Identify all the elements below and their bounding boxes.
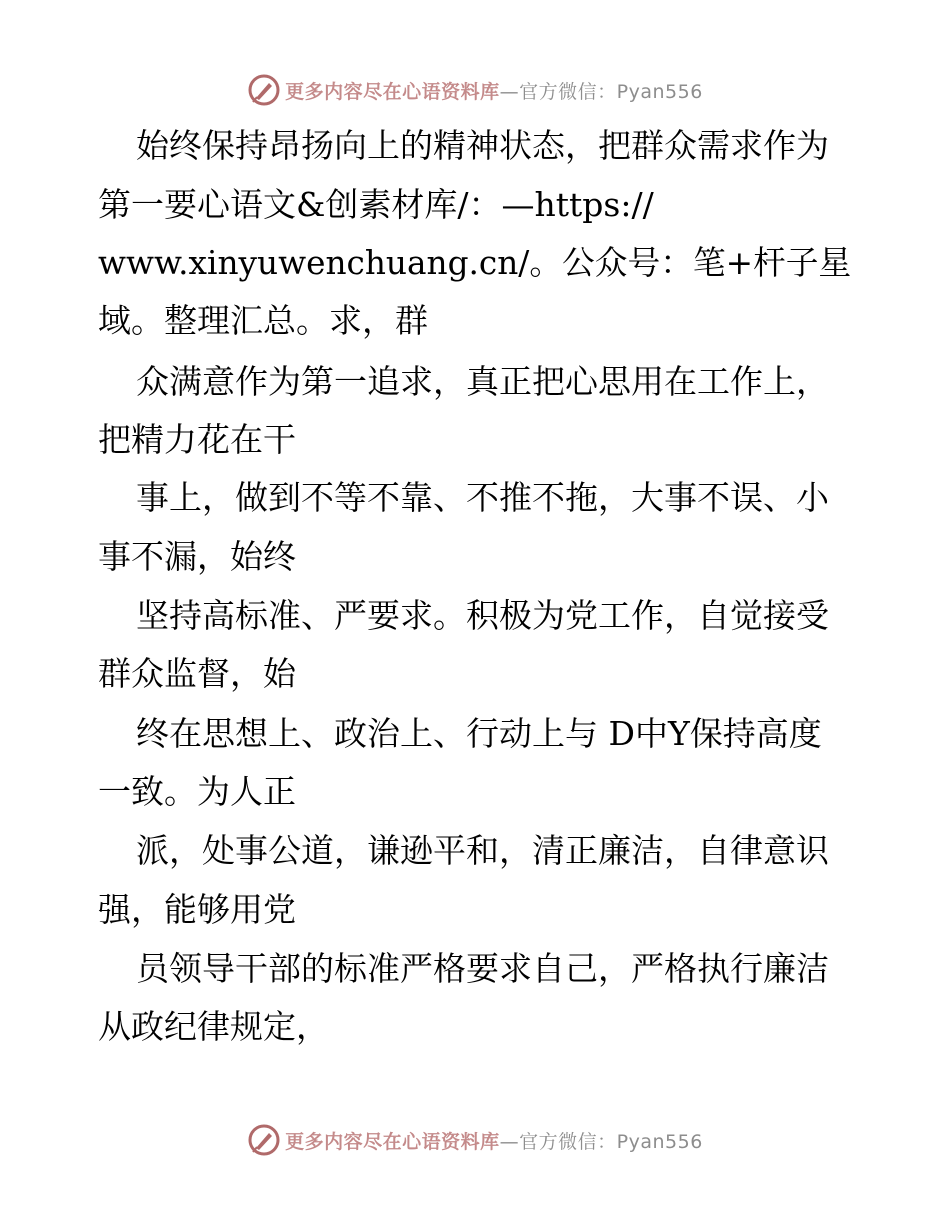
- text-line: 把精力花在干: [98, 420, 296, 459]
- text-line: 坚持高标准、严要求。积极为党工作，自觉接受: [136, 596, 829, 635]
- text-line: 员领导干部的标准严格要求自己，严格执行廉洁: [136, 949, 829, 988]
- text-line: 群众监督，始: [98, 654, 296, 693]
- text-line: 众满意作为第一追求，真正把心思用在工作上，: [136, 362, 829, 401]
- banner-wechat-text: —官方微信：Pyan556: [499, 1130, 703, 1153]
- banner-main-text: 更多内容尽在心语资料库: [285, 1130, 500, 1153]
- text-line: 第一要心语文&创素材库/：—https://: [98, 185, 654, 224]
- text-line: 一致。为人正: [98, 772, 296, 811]
- text-line: 从政纪律规定，: [98, 1007, 329, 1046]
- text-line: 事不漏，始终: [98, 537, 296, 576]
- header-banner: [0, 70, 950, 110]
- banner-main-text: 更多内容尽在心语资料库: [285, 80, 500, 103]
- text-line: 域。整理汇总。求，群: [98, 301, 428, 340]
- banner-wechat-text: —官方微信：Pyan556: [499, 80, 703, 103]
- footer-banner: [0, 1120, 950, 1160]
- quill-logo-icon: [247, 1123, 281, 1157]
- text-line: 终在思想上、政治上、行动上与 D中Y保持高度: [136, 714, 822, 753]
- text-line: www.xinyuwenchuang.cn/。公众号：笔+杆子星: [98, 244, 852, 282]
- text-line: 始终保持昂扬向上的精神状态，把群众需求作为: [136, 126, 829, 165]
- quill-logo-icon: [247, 73, 281, 107]
- text-line: 派，处事公道，谦逊平和，清正廉洁，自律意识: [136, 831, 829, 870]
- text-line: 强，能够用党: [98, 890, 296, 929]
- text-line: 事上，做到不等不靠、不推不拖，大事不误、小: [136, 478, 829, 517]
